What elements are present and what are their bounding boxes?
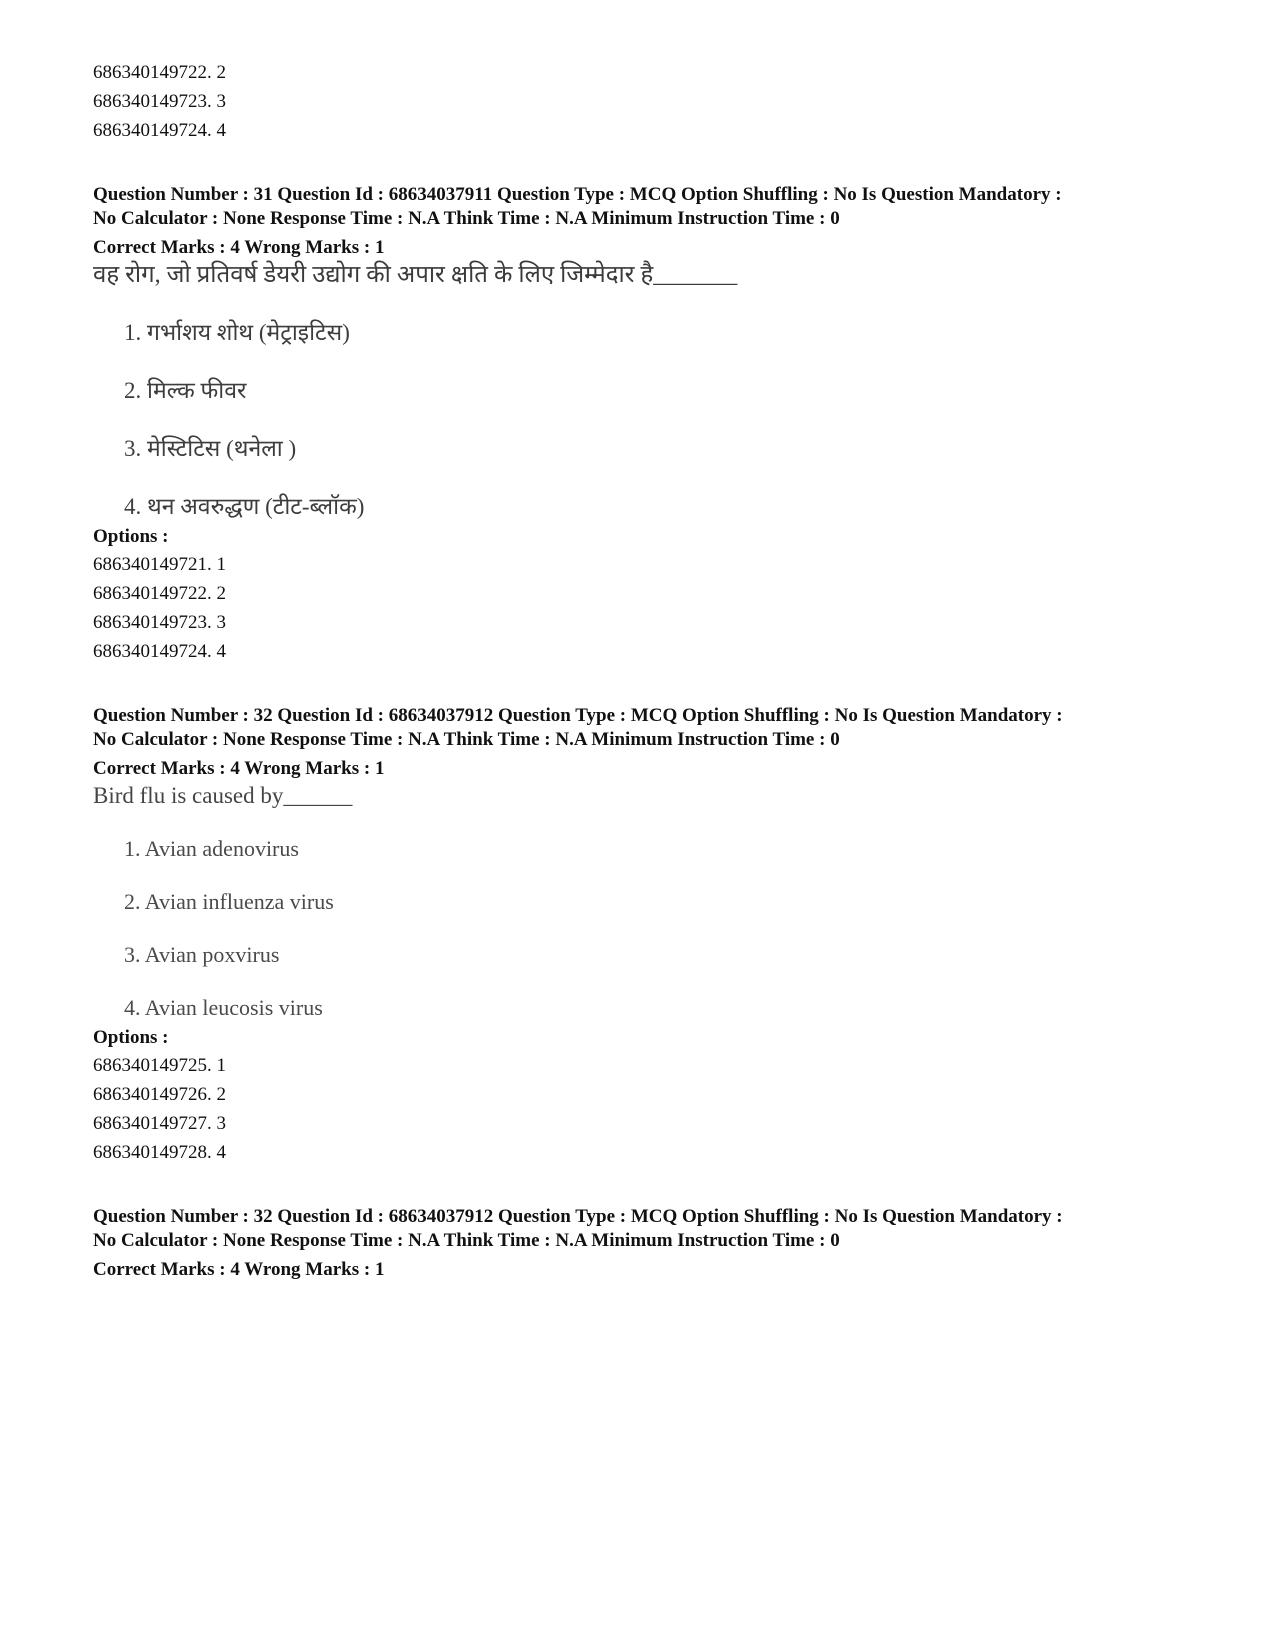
option-line: 686340149723. 3 (93, 612, 226, 633)
option-line: 686340149728. 4 (93, 1142, 226, 1163)
question-meta-line1: Question Number : 31 Question Id : 68634037911 Question Type : MCQ Option Shuffling : No Is Question Mandatory : (93, 184, 1062, 205)
choice-item: 1. Avian adenovirus (124, 836, 299, 861)
question-block-31 (93, 183, 1193, 666)
options-label: Options : (93, 1027, 169, 1048)
question-text: वह रोग, जो प्रतिवर्ष डेयरी उद्योग की अपार क्षति के लिए जिम्मेदार है_______ (93, 262, 738, 288)
option-line: 686340149722. 2 (93, 583, 226, 604)
options-label: Options : (93, 526, 169, 547)
question-meta-line1: Question Number : 32 Question Id : 68634037912 Question Type : MCQ Option Shuffling : No Is Question Mandatory : (93, 705, 1063, 726)
option-line: 686340149722. 2 (93, 62, 226, 83)
question-meta-line1: Question Number : 32 Question Id : 68634037912 Question Type : MCQ Option Shuffling : No Is Question Mandatory : (93, 1206, 1063, 1227)
question-text: Bird flu is caused by______ (93, 783, 353, 808)
choice-item: 1. गर्भाशय शोथ (मेट्राइटिस) (124, 320, 350, 345)
options-list (93, 550, 1193, 666)
question-marks: Correct Marks : 4 Wrong Marks : 1 (93, 758, 385, 779)
option-line: 686340149727. 3 (93, 1113, 226, 1134)
option-line: 686340149723. 3 (93, 91, 226, 112)
option-line: 686340149726. 2 (93, 1084, 226, 1105)
choice-item: 3. Avian poxvirus (124, 942, 280, 967)
choice-item: 2. मिल्क फीवर (124, 378, 247, 403)
question-meta-line2: No Calculator : None Response Time : N.A Think Time : N.A Minimum Instruction Time : 0 (93, 1230, 840, 1251)
question-meta-line2: No Calculator : None Response Time : N.A Think Time : N.A Minimum Instruction Time : 0 (93, 729, 840, 750)
question-marks: Correct Marks : 4 Wrong Marks : 1 (93, 1259, 385, 1280)
choice-item: 4. थन अवरुद्धण (टीट-ब्लॉक) (124, 494, 365, 519)
question-meta-line2: No Calculator : None Response Time : N.A Think Time : N.A Minimum Instruction Time : 0 (93, 208, 840, 229)
question-block-32 (93, 704, 1193, 1167)
question-marks: Correct Marks : 4 Wrong Marks : 1 (93, 237, 385, 258)
choice-item: 2. Avian influenza virus (124, 889, 334, 914)
option-line: 686340149721. 1 (93, 554, 226, 575)
options-list (93, 1051, 1193, 1167)
question-block-32-repeat (93, 1205, 1193, 1282)
option-line: 686340149724. 4 (93, 641, 226, 662)
option-line: 686340149725. 1 (93, 1055, 226, 1076)
question-choices (124, 318, 1193, 522)
option-line: 686340149724. 4 (93, 120, 226, 141)
previous-options-list (93, 58, 1193, 145)
question-choices (124, 834, 1193, 1023)
choice-item: 3. मेस्टिटिस (थनेला ) (124, 436, 297, 461)
choice-item: 4. Avian leucosis virus (124, 995, 323, 1020)
document-page (93, 58, 1193, 1282)
